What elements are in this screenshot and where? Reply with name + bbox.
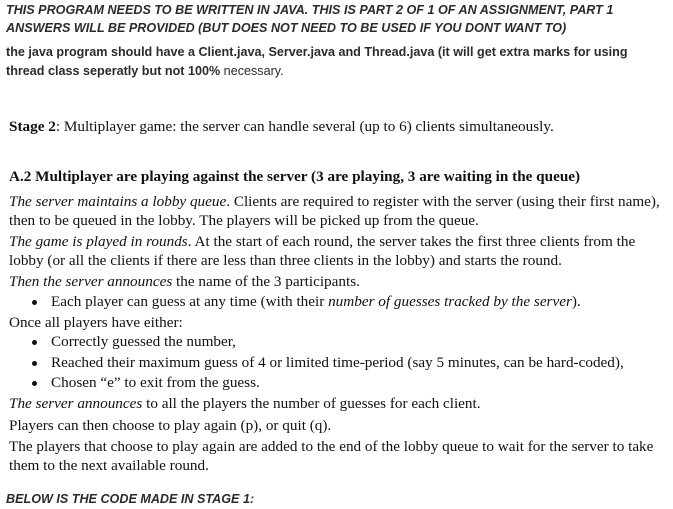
paragraph-announce-italic: Then the server announces: [9, 273, 173, 291]
note-plain-text: necessary.: [220, 64, 284, 78]
list-item: Correctly guessed the number,: [51, 333, 669, 352]
conditions-bullet-list: [9, 333, 669, 393]
paragraph-results-italic: The server announces: [9, 394, 143, 412]
footer-note: BELOW IS THE CODE MADE IN STAGE 1:: [6, 492, 255, 506]
paragraph-lobby: [9, 193, 669, 230]
paragraph-lobby-text: . Clients are required to register with the server (using their first name), then to be queued in the lobby. The players will be picked up from the queue.: [9, 193, 660, 229]
list-item: Each player can guess at any time (with their number of guesses tracked by the server).: [51, 293, 669, 312]
section-body: [9, 193, 669, 475]
paragraph-lobby-italic: The server maintains a lobby queue: [9, 193, 227, 210]
note-bold-text: the java program should have a Client.java, Server.java and Thread.java (it will get extra marks for using thread class seperatly but not 100%: [6, 45, 628, 78]
paragraph-results: [9, 395, 669, 414]
paragraph-requeue: The players that choose to play again are added to the end of the lobby queue to wait for the server to take them to the next available round.: [9, 438, 654, 474]
paragraph-rounds: [9, 233, 669, 270]
requirements-note: [6, 43, 666, 81]
list-item: Reached their maximum guess of 4 or limited time-period (say 5 minutes, can be hard-coded),: [51, 354, 669, 373]
paragraph-results-text: to all the players the number of guesses for each client.: [142, 394, 481, 412]
guess-bullet-list: [9, 293, 669, 312]
stage-label: Stage 2: [9, 118, 56, 135]
stage-text: : Multiplayer game: the server can handle several (up to 6) clients simultaneously.: [55, 118, 554, 135]
assignment-header: [6, 1, 666, 37]
section-heading: A.2 Multiplayer are playing against the server (3 are playing, 3 are waiting in the queue): [9, 168, 581, 185]
stage-line: [9, 117, 669, 136]
list-item: Chosen “e” to exit from the guess.: [51, 374, 669, 393]
header-line-2: ANSWERS WILL BE PROVIDED (BUT DOES NOT NEED TO BE USED IF YOU DONT WANT TO): [6, 21, 567, 35]
paragraph-rounds-italic: The game is played in rounds: [9, 233, 188, 251]
paragraph-rounds-text: . At the start of each round, the server takes the first three clients from the lobby (or all the clients if there are less than three clients in the lobby) and starts the round.: [9, 233, 636, 269]
paragraph-play-again: Players can then choose to play again (p), or quit (q).: [9, 416, 332, 434]
paragraph-announce-text: the name of the 3 participants.: [172, 273, 360, 291]
header-line-1: THIS PROGRAM NEEDS TO BE WRITTEN IN JAVA. THIS IS PART 2 OF 1 OF AN ASSIGNMENT, PART 1: [6, 3, 614, 17]
paragraph-announce: [9, 273, 669, 292]
paragraph-conditions: Once all players have either:: [9, 313, 183, 331]
